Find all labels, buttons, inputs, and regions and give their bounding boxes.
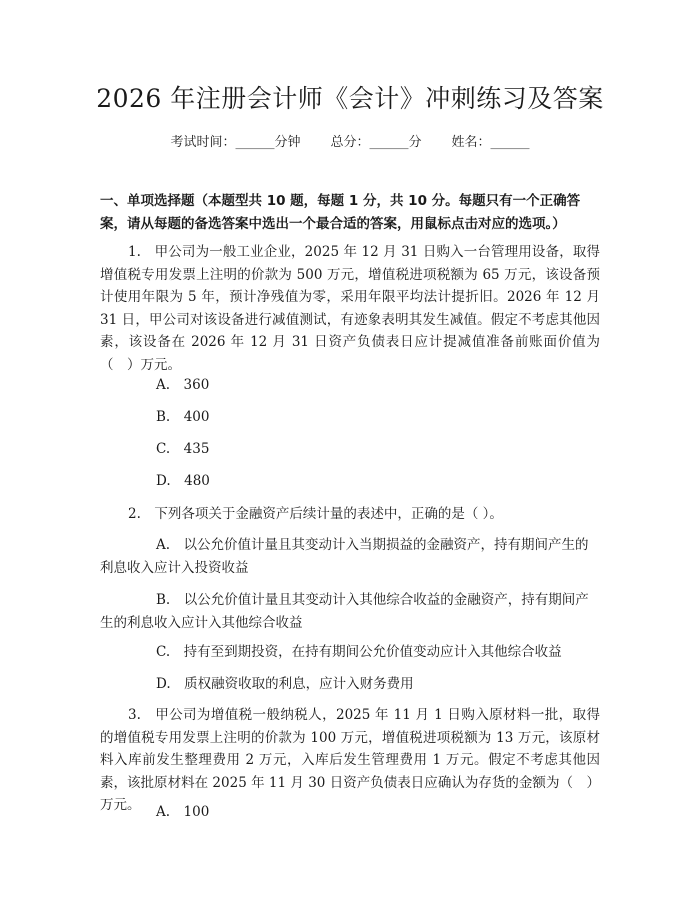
total-score-field: 总分：______分	[330, 135, 422, 150]
question-1-option-c[interactable]: C. 435	[156, 441, 210, 457]
page-title: 2026 年注册会计师《会计》冲刺练习及答案	[96, 84, 604, 113]
question-2-option-a[interactable]: A. 以公允价值计量且其变动计入当期损益的金融资产，持有期间产生的利息收入应计入投资收益	[100, 537, 589, 576]
question-1-option-a[interactable]: A. 360	[156, 377, 210, 393]
question-1-option-b[interactable]: B. 400	[156, 409, 210, 425]
question-1-text: 1. 甲公司为一般工业企业，2025 年 12 月 31 日购入一台管理用设备，取得增值税专用发票上注明的价款为 500 万元，增值税进项税额为 65 万元，该设备预计使用年限为 5 年，预计净残值为零，采用年限平均法计提折旧。2026 年 12 月 31 日，甲公司对该设备进行减值测试，有迹象表明其发生减值。假定不考虑其他因素，该设备在 2026 年 12 月 31 日资产负债表日应计提减值准备前账面价值为（ ）万元。	[100, 244, 600, 373]
question-2-text: 2. 下列各项关于金融资产后续计量的表述中，正确的是（ ）。	[128, 506, 503, 522]
question-2-option-c[interactable]: C. 持有至到期投资，在持有期间公允价值变动应计入其他综合收益	[156, 644, 562, 660]
section-heading-single-choice: 一、单项选择题（本题型共 10 题，每题 1 分，共 10 分。每题只有一个正确答案，请从每题的备选答案中选出一个最合适的答案，用鼠标点击对应的选项。）	[100, 193, 581, 232]
question-2-option-b[interactable]: B. 以公允价值计量且其变动计入其他综合收益的金融资产，持有期间产生的利息收入应计入其他综合收益	[100, 592, 589, 631]
question-2-option-d[interactable]: D. 质权融资收取的利息，应计入财务费用	[156, 676, 414, 692]
question-1-option-d[interactable]: D. 480	[156, 473, 210, 489]
question-3-text: 3. 甲公司为增值税一般纳税人，2025 年 11 月 1 日购入原材料一批，取得的增值税专用发票上注明的价款为 100 万元，增值税进项税额为 13 万元，该原材料入库前发生整理费用 2 万元，入库后发生管理费用 1 万元。假定不考虑其他因素，该批原材料在 2025 年 11 月 30 日资产负债表日应确认为存货的金额为（ ）万元。	[100, 707, 600, 813]
exam-meta	[0, 131, 700, 150]
exam-time-field: 考试时间：______分钟	[170, 135, 301, 150]
question-3-option-a[interactable]: A. 100	[156, 804, 210, 820]
student-name-field: 姓名：______	[451, 135, 530, 150]
